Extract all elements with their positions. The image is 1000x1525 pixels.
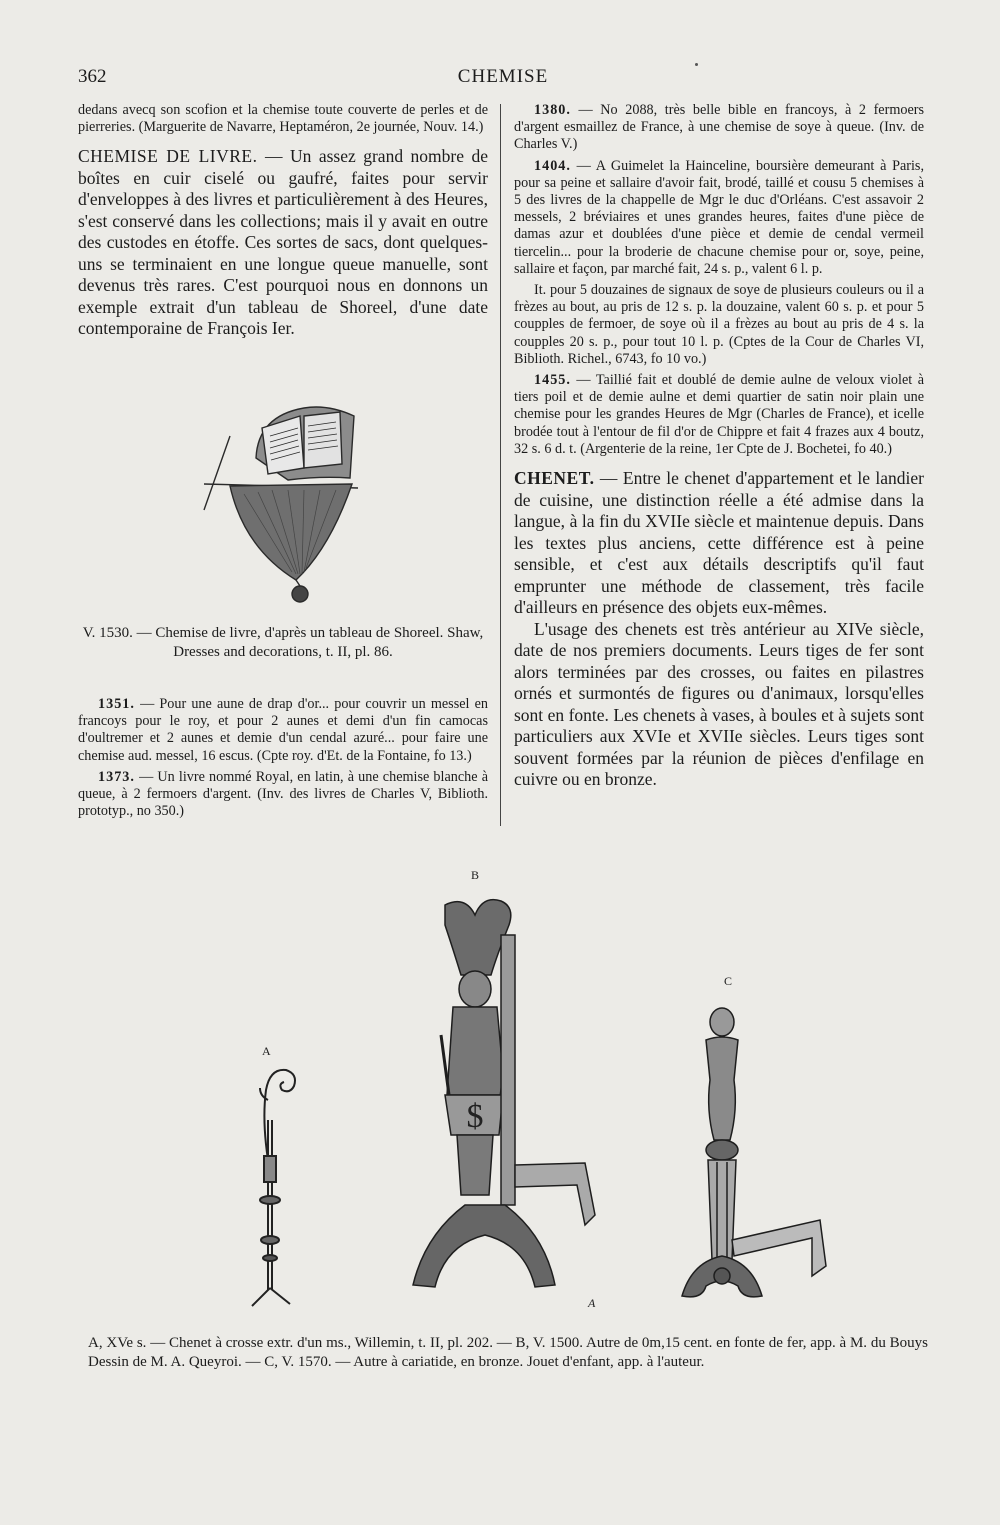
- entry-text: — A Guimelet la Hainceline, boursière demeurant à Paris, pour sa peine et sallaire d'avoir fait, brodé, taillé et cousu 5 chemises à 5 des livres de la chappelle de Mgr le duc d'Orléans. C'est assavoir 2 messels, 2 bréviaires et unes grandes heures, faites d'une pièce de damas azur et doublées d'une pièce et demie de cendal vermeil tiercelin... pour la broderie de chacune chemise pour or, soye, peine, sallaire et façon, par marché fait, 24 s. p., valent 6 l. p.: [514, 157, 924, 277]
- entry-year: 1455.: [534, 372, 571, 389]
- entry-1455: [514, 372, 924, 458]
- section-body: — Un assez grand nombre de boîtes en cuir ciselé ou gaufré, faites pour servir d'enveloppes à des livres et particulièrement à des Heures, s'est conservé dans les collections; mais il y avait en outre des custodes en étoffe. Ces sortes de sacs, dont quelques-uns se terminaient en une longue queue manuelle, sont devenus très rares. C'est pourquoi nous en donnons un exemple extrait d'un tableau de Shoreel, d'une date contemporaine de François Ier.: [78, 146, 489, 339]
- continuation-paragraph: dedans avecq son scofion et la chemise toute couverte de perles et de pierreries. (Marguerite de Navarre, Heptaméron, 2e journée, Nouv. 14.): [78, 102, 488, 136]
- section-heading: CHENET.: [514, 468, 595, 489]
- section-chenet-paragraph-2: L'usage des chenets est très antérieur au XIVe siècle, date de nos premiers documents. Leurs tiges de fer sont alors terminées par des crosses, ou faites en pilastres ornés et surmontés de figures ou d'animaux, lorsqu'elles sont en fonte. Les chenets à vases, à boules et à sujets sont particuliers aux XVIe et XVIIe siècles. Leurs tiges sont souvent formées par la réunion de pièces d'enfilage en cuivre ou en bronze.: [514, 618, 924, 790]
- entry-year: 1373.: [98, 768, 135, 785]
- section-chemise-de-livre: [78, 146, 488, 340]
- entry-year: 1404.: [534, 157, 571, 174]
- engraver-signature: A: [588, 1296, 596, 1310]
- figure-caption-andirons: A, XVe s. — Chenet à crosse extr. d'un ms., Willemin, t. II, pl. 202. — B, V. 1500. Autre de 0m,15 cent. en fonte de fer, app. à M. du Bouys Dessin de M. A. Queyroi. — C, V. 1570. — Autre à cariatide, en bronze. Jouet d'enfant, app. à l'auteur.: [88, 1335, 928, 1370]
- andiron-a-illustration: [232, 1060, 312, 1310]
- entry-text: — No 2088, très belle bible en francoys, à 2 fermoers d'argent esmaillez de France, à une chemise de soye à queue. (Inv. de Charles V.): [514, 102, 924, 153]
- page-number: 362: [78, 66, 107, 87]
- running-title: CHEMISE: [457, 66, 549, 87]
- figure-label-b: B: [471, 868, 480, 882]
- entry-text: — Pour une aune de drap d'or... pour couvrir un messel en francoys pour le roy, et pour 2 aunes et demi d'un fin camocas d'oultremer et 2 aunes et demie d'un cendal azuré... pour faire une chemise aud. messel, 16 escus. (Cpte roy. d'Et. de la Fontaine, fo 13.): [78, 696, 488, 764]
- entry-item: [514, 282, 924, 368]
- section-heading: CHEMISE DE LIVRE.: [78, 146, 258, 167]
- entry-1380: [514, 102, 924, 154]
- entry-text: — Taillié fait et doublé de demie aulne de veloux violet à tiers poil et de demie aulne et demi quartier de satin noir plain une chemise pour les grandes Heures de Mgr (Charles de France), et icelle brodée tout à l'entour de fil d'or de Chippre et fait 4 frazes aux 4 boutz, 32 s. 6 d. t. (Argenterie de la reine, 1er Cpte de J. Bochetei, fo 40.): [514, 372, 924, 457]
- left-column: [78, 102, 488, 340]
- entry-year: 1380.: [534, 102, 571, 118]
- andiron-b-illustration: [405, 895, 615, 1305]
- right-column: [514, 102, 924, 791]
- entry-1404: [514, 158, 924, 278]
- svg-text:$: $: [466, 1098, 484, 1135]
- section-chenet: [514, 468, 924, 619]
- left-entries: [78, 696, 488, 820]
- entry-year: 1351.: [98, 696, 135, 712]
- book-chemise-illustration: [200, 398, 370, 606]
- section-body: — Entre le chenet d'appartement et le landier de cuisine, une distinction réelle a été admise dans la langue, à la fin du XVIIe siècle et maintenue depuis. Dans les textes plus anciens, cette différence est à peine sensible, et c'est aux détails descriptifs qu'il faut emprunter une méthode de classement, très facile d'ailleurs en présence des objets eux-mêmes.: [514, 468, 924, 618]
- figure-label-c: C: [724, 974, 733, 988]
- entry-1373: [78, 769, 488, 821]
- entry-text: — Un livre nommé Royal, en latin, à une chemise blanche à queue, à 2 fermoers d'argent. (Inv. des livres de Charles V, Biblioth. prototyp., no 350.): [78, 768, 488, 820]
- figure-label-a: A: [262, 1044, 271, 1058]
- figure-caption-book-chemise: V. 1530. — Chemise de livre, d'après un tableau de Shoreel. Shaw, Dresses and decorations, t. II, pl. 86.: [82, 625, 484, 660]
- entry-text: It. pour 5 douzaines de signaux de soye de plusieurs couleurs ou il a frèzes au bout, au pris de 12 s. p. la douzaine, valent 60 s. p. et pour 5 coupples de fermoer, de soye où il a frèzes au bout au pris de 4 s. la coupples 20 s. p., pour tout 10 l. p. (Cptes de la Cour de Charles VI, Biblioth. Richel., 6743, fo 10 vo.): [514, 282, 924, 367]
- entry-1351: [78, 696, 488, 765]
- page-header: [78, 66, 928, 96]
- column-divider: [500, 104, 501, 826]
- andiron-c-illustration: [672, 1000, 832, 1310]
